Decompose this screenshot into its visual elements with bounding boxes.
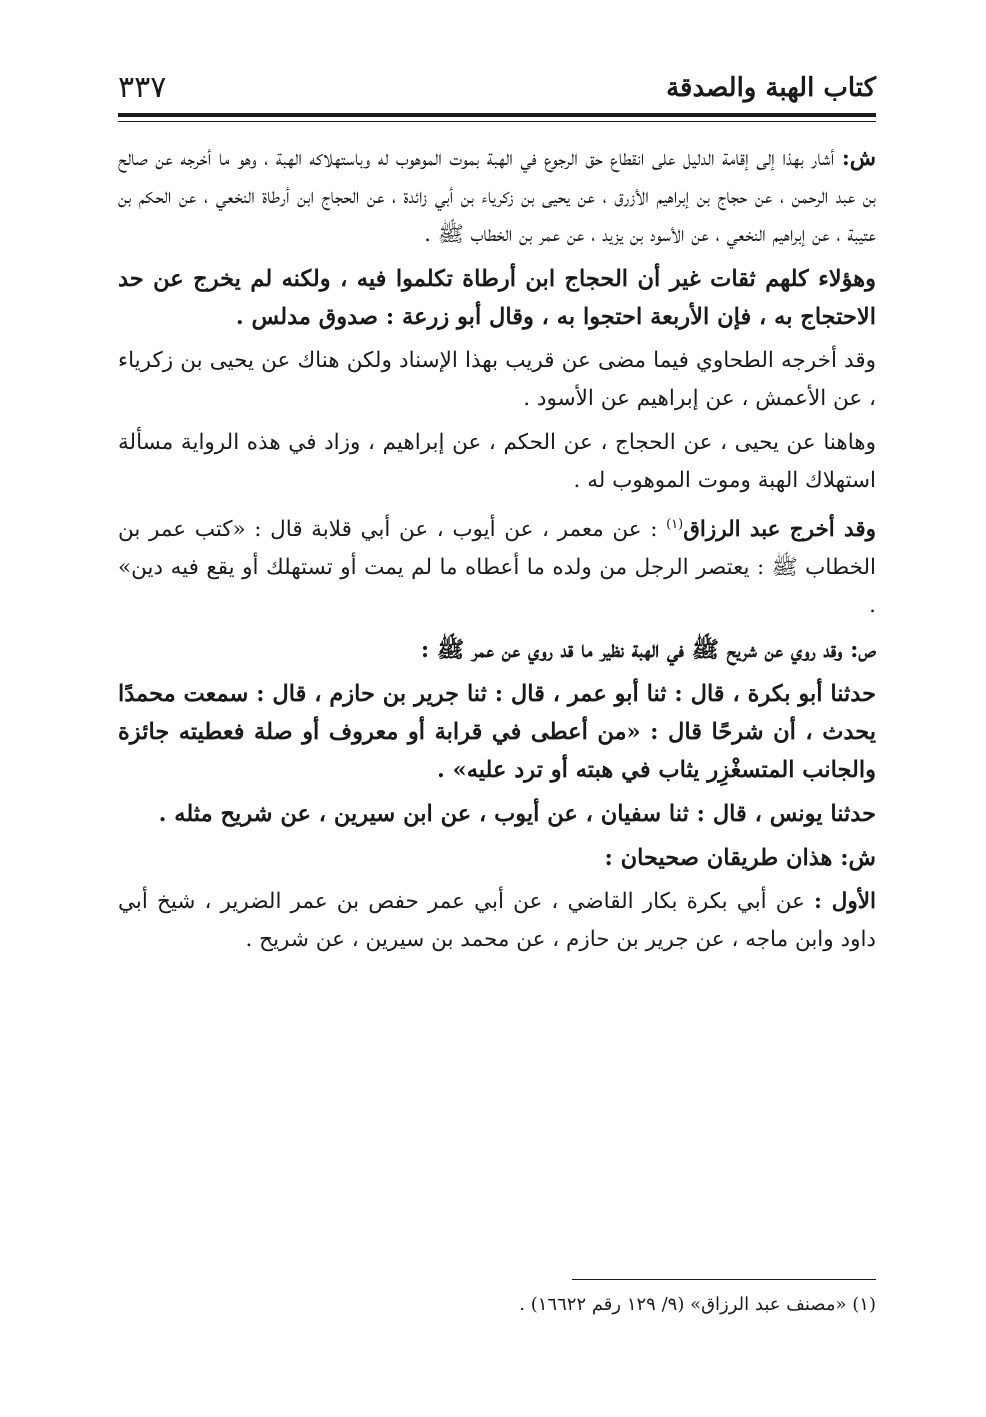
page-header bbox=[118, 64, 876, 108]
book-page bbox=[118, 0, 876, 1417]
paragraph-text: : عن معمر ، عن أيوب ، عن أبي قلابة قال : «كتب عمر بن الخطاب ﷺ : يعتصر الرجل من ولده ما أعطاه ما لم يمت أو تستهلك أو يقع فيه دين» . bbox=[118, 517, 876, 619]
paragraph-text: أشار بهذا إلى إقامة الدليل على انقطاع حق الرجوع في الهبة بموت الموهوب له وباستهلاكه الهبة ، وهو ما أخرجه عن صالح بن عبد الرحمن ، عن حجاج بن إبراهيم الأزرق ، عن يحيى بن زكرياء بن أبي زائدة ، عن الحجاج ابن أرطاة النخعي ، عن الحكم بن عتيبة ، عن إبراهيم النخعي ، عن الأسود بن يزيد ، عن عمر بن الخطاب ﷺ . bbox=[118, 146, 876, 247]
paragraph-6: ص: وقد روي عن شريح ﷺ في الهبة نظير ما قد روي عن عمر ﷺ : bbox=[420, 637, 876, 664]
paragraph-8: حدثنا يونس ، قال : ثنا سفيان ، عن أيوب ، عن ابن سيرين ، عن شريح مثله . bbox=[158, 801, 876, 828]
header-rule-thin bbox=[118, 121, 876, 122]
running-title: كتاب الهبة والصدقة bbox=[666, 73, 876, 103]
paragraph-1 bbox=[118, 140, 876, 254]
footnote: (١) «مصنف عبد الرزاق» (٩/ ١٢٩ رقم ١٦٦٢٢) . bbox=[519, 1294, 876, 1315]
paragraph-2: وهؤلاء كلهم ثقات غير أن الحجاج ابن أرطاة تكلموا فيه ، ولكنه لم يخرج عن حد الاحتجاج به ، فإن الأربعة احتجوا به ، وقال أبو زرعة : صدوق مدلس . bbox=[118, 266, 876, 330]
footnote-separator bbox=[572, 1279, 876, 1280]
paragraph-7: حدثنا أبو بكرة ، قال : ثنا أبو عمر ، قال : ثنا جرير بن حازم ، قال : سمعت محمدًا يحدث ، أن شرحًا قال : «من أعطى في قرابة أو معروف أو صلة فعطيته جائزة والجانب المتسغْزِر يثاب في هبته أو ترد عليه» . bbox=[118, 681, 876, 784]
paragraph-10 bbox=[118, 883, 876, 959]
paragraph-lead: وقد أخرج عبد الرزاق bbox=[683, 517, 876, 543]
paragraph-lead: الأول : bbox=[814, 889, 876, 915]
paragraph-3: وقد أخرجه الطحاوي فيما مضى عن قريب بهذا الإسناد ولكن هناك عن يحيى بن زكرياء ، عن الأعمش ، عن إبراهيم عن الأسود . bbox=[118, 348, 876, 411]
page-number: ٣٣٧ bbox=[118, 70, 167, 105]
footnote-marker: (١) bbox=[666, 517, 684, 532]
paragraph-4: وهاهنا عن يحيى ، عن الحجاج ، عن الحكم ، عن إبراهيم ، وزاد في هذه الرواية مسألة استهلاك الهبة وموت الموهوب له . bbox=[118, 430, 876, 493]
body-text bbox=[118, 140, 876, 965]
paragraph-9: ش: هذان طريقان صحيحان : bbox=[604, 845, 876, 872]
paragraph-5 bbox=[118, 506, 876, 625]
paragraph-text: عن أبي بكرة بكار القاضي ، عن أبي عمر حفص بن عمر الضرير ، شيخ أبي داود وابن ماجه ، عن جرير بن حازم ، عن محمد بن سيرين ، عن شريح . bbox=[118, 889, 876, 953]
paragraph-lead: ش: bbox=[841, 146, 876, 171]
header-rule-thick bbox=[118, 113, 876, 117]
